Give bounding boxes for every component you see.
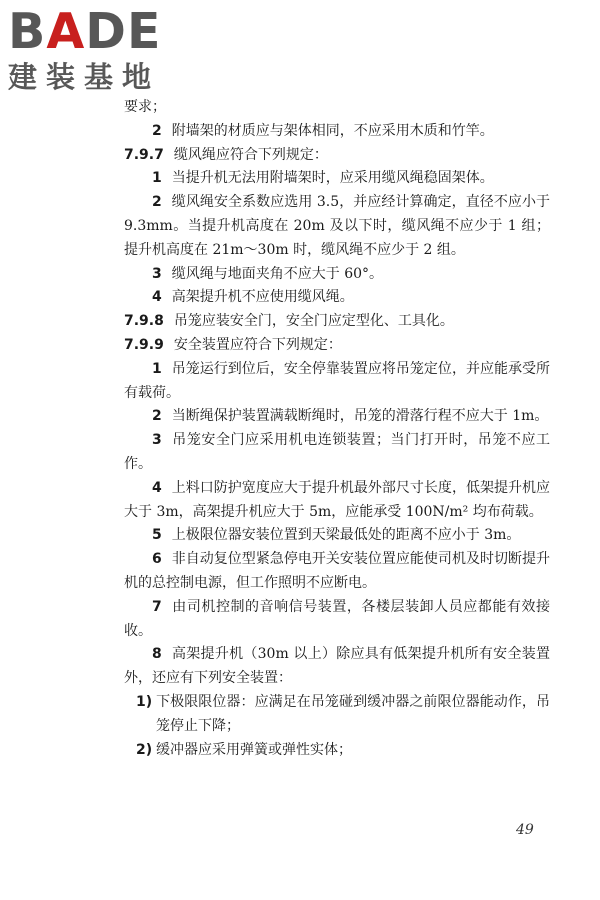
paragraph: 2 当断绳保护装置满载断绳时，吊笼的滑落行程不应大于 1m。 bbox=[152, 408, 549, 425]
paragraph: 2 附墙架的材质应与架体相同，不应采用木质和竹竿。 bbox=[152, 122, 494, 139]
paragraph: 7 由司机控制的音响信号装置，各楼层装卸人员应都能有效接收。 bbox=[124, 598, 550, 639]
list-item: 2) 缓冲器应采用弹簧或弹性实体； bbox=[136, 741, 352, 758]
list-item: 1) 下极限限位器：应满足在吊笼碰到缓冲器之前限位器能动作，吊笼停止下降； bbox=[136, 693, 550, 734]
page-body bbox=[124, 96, 550, 762]
paragraph: 1 当提升机无法用附墙架时，应采用缆风绳稳固架体。 bbox=[152, 170, 494, 187]
logo-subtitle: 建装基地 bbox=[8, 60, 161, 94]
paragraph: 2 缆风绳安全系数应选用 3.5，并应经计算确定，直径不应小于 9.3mm。当提升机高度在 20m 及以下时，缆风绳不应少于 1 组；提升机高度在 21m～30m 时，缆风绳不应少于 2 组。 bbox=[124, 194, 550, 258]
clause-heading: 7.9.7 缆风绳应符合下列规定： bbox=[124, 146, 328, 163]
bade-logo bbox=[8, 3, 178, 94]
paragraph: 要求； bbox=[124, 99, 166, 115]
paragraph: 4 高架提升机不应使用缆风绳。 bbox=[152, 289, 354, 306]
logo-wordmark: BADE bbox=[8, 3, 162, 60]
clause-heading: 7.9.8 吊笼应装安全门，安全门应定型化、工具化。 bbox=[124, 313, 454, 330]
paragraph: 3 缆风绳与地面夹角不应大于 60°。 bbox=[152, 265, 384, 282]
paragraph: 1 吊笼运行到位后，安全停靠装置应将吊笼定位，并应能承受所有载荷。 bbox=[124, 360, 550, 401]
clause-heading: 7.9.9 安全装置应符合下列规定： bbox=[124, 336, 342, 353]
paragraph: 6 非自动复位型紧急停电开关安装位置应能使司机及时切断提升机的总控制电源，但工作照明不应断电。 bbox=[124, 551, 550, 591]
paragraph: 4 上料口防护宽度应大于提升机最外部尺寸长度，低架提升机应大于 3m，高架提升机应大于 5m，应能承受 100N/m² 均布荷载。 bbox=[124, 479, 550, 520]
paragraph: 3 吊笼安全门应采用机电连锁装置；当门打开时，吊笼不应工作。 bbox=[124, 432, 550, 472]
paragraph: 8 高架提升机（30m 以上）除应具有低架提升机所有安全装置外，还应有下列安全装置： bbox=[124, 646, 550, 687]
page-number: 49 bbox=[516, 822, 534, 838]
paragraph: 5 上极限位器安装位置到天梁最低处的距离不应小于 3m。 bbox=[152, 527, 521, 544]
